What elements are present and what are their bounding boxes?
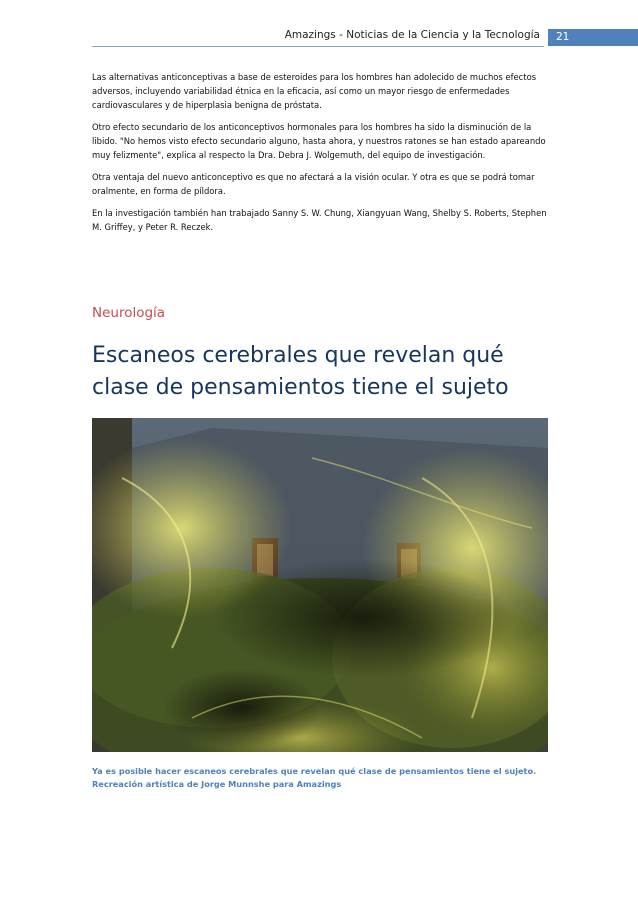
page-number: 21: [548, 29, 638, 46]
article-body: [92, 70, 548, 242]
paragraph-3: Otra ventaja del nuevo anticonceptivo es que no afectará a la visión ocular. Y otra es que se podrá tomar oralmente, en forma de píldora.: [92, 172, 535, 196]
paragraph-1: Las alternativas anticonceptivas a base de esteroides para los hombres han adolecido de muchos efectos adversos, incluyendo variabilidad étnica en la eficacia, así como un mayor riesgo de enfermedades cardiovasculares y de hiperplasia benigna de próstata.: [92, 72, 537, 110]
article-headline: Escaneos cerebrales que revelan qué clase de pensamientos tiene el sujeto: [92, 343, 509, 400]
running-header: Amazings - Noticias de la Ciencia y la Tecnología: [284, 29, 540, 41]
header-rule: [92, 46, 544, 47]
illustration-art: [92, 418, 548, 752]
image-caption: Ya es posible hacer escaneos cerebrales que revelan qué clase de pensamientos tiene el sujeto. Recreación artística de Jorge Munnshe para Amazings: [92, 766, 537, 789]
article-illustration: [92, 418, 548, 752]
paragraph-4: En la investigación también han trabajado Sanny S. W. Chung, Xiangyuan Wang, Shelby S. Roberts, Stephen M. Griffey, y Peter R. Reczek.: [92, 208, 547, 232]
section-label: Neurología: [92, 305, 166, 321]
paragraph-2: Otro efecto secundario de los anticonceptivos hormonales para los hombres ha sido la disminución de la libido. "No hemos visto efecto secundario alguno, hasta ahora, y nuestros ratones se han estado apareando muy felizmente", explica al respecto la Dra. Debra J. Wolgemuth, del equipo de investigación.: [92, 122, 546, 160]
